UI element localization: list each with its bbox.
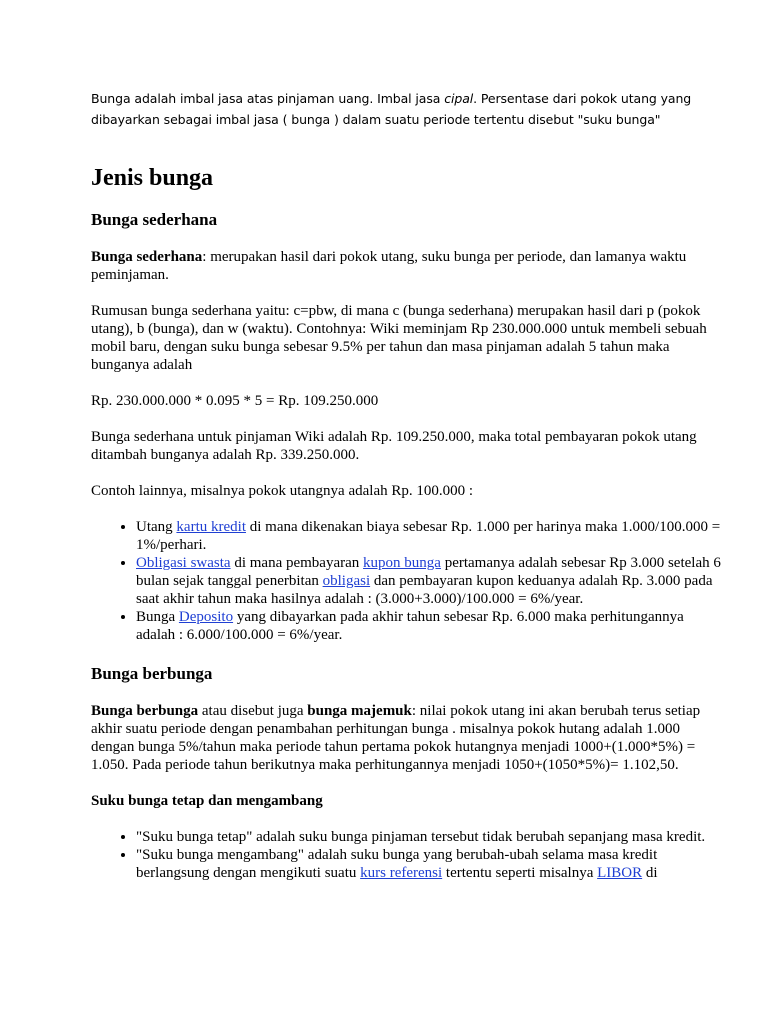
list-item: • "Suku bunga tetap" adalah suku bunga pinjaman tersebut tidak berubah sepanjang masa kredit. — [136, 828, 721, 846]
list-item — [136, 846, 721, 882]
section-heading-fixed-floating: Suku bunga tetap dan mengambang — [91, 793, 323, 809]
calculation-line: Rp. 230.000.000 * 0.095 * 5 = Rp. 109.250.000 — [91, 393, 379, 409]
list-item — [136, 608, 721, 644]
list-item-text: tertentu seperti misalnya — [442, 865, 598, 881]
list-item-text: Utang — [136, 519, 177, 535]
link-kupon-bunga[interactable]: kupon bunga — [363, 555, 441, 571]
link-kurs-referensi[interactable]: kurs referensi — [360, 865, 443, 881]
section-heading-compound-interest: Bunga berbunga — [91, 664, 213, 683]
list-item-text: di mana pembayaran — [230, 555, 364, 571]
intro-italic-word: cipal — [444, 91, 474, 106]
link-obligasi-swasta[interactable]: Obligasi swasta — [136, 555, 231, 571]
link-deposito[interactable]: Deposito — [178, 609, 234, 625]
list-item — [136, 554, 721, 608]
list-item-text: dan pembayaran kupon keduanya adalah Rp. 3.000 pada saat akhir tahun maka hasilnya adalah : (3.000+3.000)/100.000 = 6%/year. — [136, 573, 713, 607]
example-intro: Contoh lainnya, misalnya pokok utangnya adalah Rp. 100.000 : — [91, 483, 474, 499]
link-kartu-kredit[interactable]: kartu kredit — [176, 519, 246, 535]
definition-term: Bunga sederhana — [91, 249, 203, 265]
link-obligasi[interactable]: obligasi — [322, 573, 371, 589]
definition-text: : merupakan hasil dari pokok utang, suku bunga per periode, dan lamanya waktu peminjaman. — [91, 249, 687, 283]
list-item-text: "Suku bunga mengambang" adalah suku bunga yang berubah-ubah selama masa kredit berlangsung dengan mengikuti suatu — [136, 847, 658, 881]
compound-term-alt: bunga majemuk — [307, 703, 412, 719]
rates-list — [91, 828, 721, 882]
list-item-text: di mana dikenakan biaya sebesar Rp. 1.000 per harinya maka 1.000/100.000 = 1%/perhari. — [136, 519, 721, 553]
intro-text-a: Bunga adalah imbal jasa atas pinjaman uang. Imbal jasa — [91, 91, 445, 106]
list-item-text: yang dibayarkan pada akhir tahun sebesar Rp. 6.000 maka perhitungannya adalah : 6.000/100.000 = 6%/year. — [136, 609, 684, 643]
document-page — [91, 88, 721, 882]
example-list — [91, 518, 721, 644]
list-item-text: di — [642, 865, 658, 881]
compound-term: Bunga berbunga — [91, 703, 199, 719]
intro-paragraph — [91, 88, 721, 130]
simple-interest-definition — [91, 248, 721, 284]
list-item-text: Bunga — [136, 609, 179, 625]
link-libor[interactable]: LIBOR — [597, 865, 643, 881]
compound-interest-paragraph — [91, 702, 721, 774]
list-item — [136, 518, 721, 554]
compound-text-b: : nilai pokok utang ini akan berubah terus setiap akhir suatu periode dengan penambahan perhitungan bunga . misalnya pokok hutang adalah 1.000 dengan bunga 5%/tahun maka periode tahun pertama pokok hutangnya menjadi 1000+(1.000*5%) = 1.050. Pada periode tahun berikutnya maka perhitungannya menjadi 1050+(1050*5%)= 1.102,50. — [91, 703, 701, 773]
intro-text-b: . Persentase dari pokok utang yang dibayarkan sebagai imbal jasa ( bunga ) dalam suatu periode tertentu disebut "suku bunga" — [91, 91, 692, 127]
total-paragraph: Bunga sederhana untuk pinjaman Wiki adalah Rp. 109.250.000, maka total pembayaran pokok utang ditambah bunganya adalah Rp. 339.250.000. — [91, 429, 697, 463]
compound-text-a: atau disebut juga — [198, 703, 308, 719]
section-heading-simple-interest: Bunga sederhana — [91, 210, 218, 229]
main-heading: Jenis bunga — [91, 165, 214, 191]
formula-paragraph: Rumusan bunga sederhana yaitu: c=pbw, di mana c (bunga sederhana) merupakan hasil dari p (pokok utang), b (bunga), dan w (waktu). Contohnya: Wiki meminjam Rp 230.000.000 untuk membeli sebuah mobil baru, dengan suku bunga sebesar 9.5% per tahun dan masa pinjaman adalah 5 tahun maka bunganya adalah — [91, 303, 707, 373]
list-item-text: pertamanya adalah sebesar Rp 3.000 setelah 6 bulan sejak tanggal penerbitan — [136, 555, 721, 589]
